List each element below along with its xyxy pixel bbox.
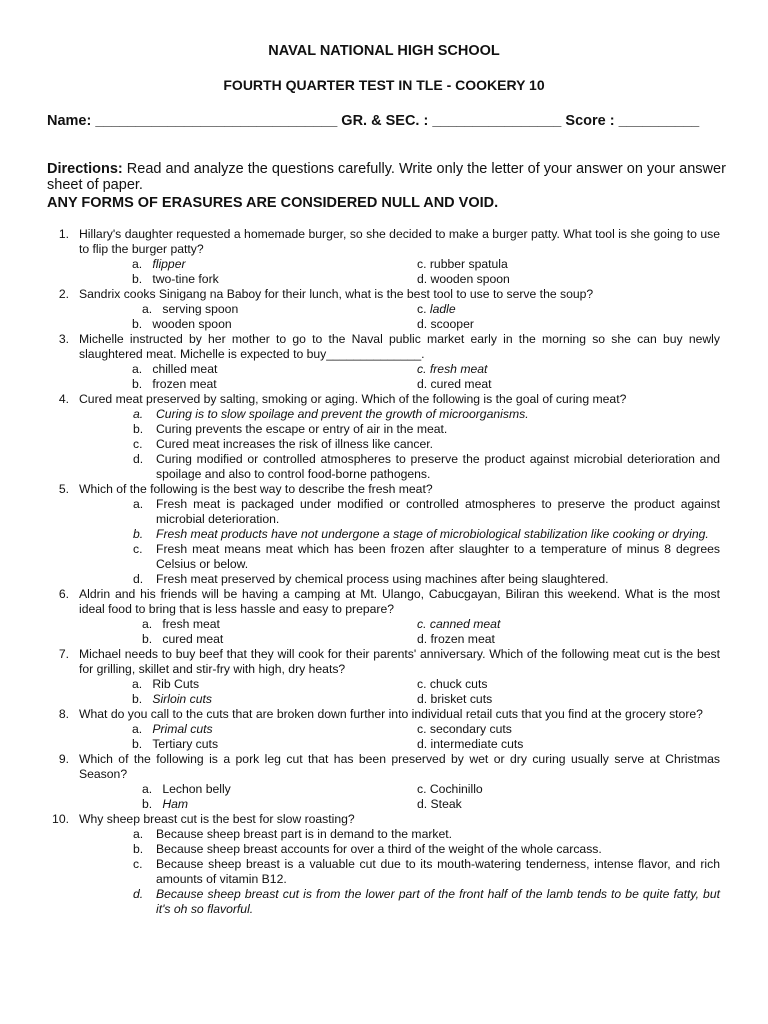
option-row: [47, 692, 720, 707]
option-a: [47, 497, 720, 527]
option-b: [132, 317, 232, 332]
question-stem: Sandrix cooks Sinigang na Baboy for their lunch, what is the best tool to use to serve the soup?: [79, 287, 594, 301]
option-text: Because sheep breast cut is from the lower part of the front half of the lamb tends to be quite fatty, but it's oh so flavorful.: [156, 887, 720, 916]
option-a: [132, 677, 199, 692]
question-10: [47, 812, 720, 827]
option-list: [47, 827, 720, 917]
option-text: Sirloin cuts: [152, 692, 212, 706]
option-text: serving spoon: [162, 302, 239, 316]
option-letter: c.: [133, 857, 143, 871]
test-title: FOURTH QUARTER TEST IN TLE - COOKERY 10: [223, 77, 545, 93]
option-text: wooden spoon: [152, 317, 232, 331]
option-c: c. chuck cuts: [417, 677, 488, 691]
option-d: [47, 452, 720, 482]
question-list: [47, 227, 720, 917]
option-row: [47, 677, 720, 692]
question-stem: Which of the following is the best way to describe the fresh meat?: [79, 482, 433, 496]
question-number: 5.: [58, 482, 69, 496]
option-row: [47, 737, 720, 752]
option-text: Fresh meat products have not undergone a stage of microbiological stabilization like cooking or drying.: [156, 527, 709, 541]
option-text: Rib Cuts: [152, 677, 200, 691]
option-letter: a.: [132, 257, 143, 271]
option-text: Because sheep breast part is in demand to the market.: [156, 827, 453, 841]
option-text: Ham: [162, 797, 189, 811]
erasure-warning: ANY FORMS OF ERASURES ARE CONSIDERED NULL AND VOID.: [47, 195, 499, 211]
option-letter: b.: [132, 317, 143, 331]
question-8: [47, 707, 720, 722]
question-stem: What do you call to the cuts that are broken down further into individual retail cuts that you find at the grocery store?: [79, 707, 703, 721]
question-9: [47, 752, 720, 782]
option-text: Curing modified or controlled atmospheres to preserve the product against microbial deterioration and spoilage and also to control food-borne pathogens.: [156, 452, 720, 481]
option-row: [47, 272, 720, 287]
option-letter: c.: [133, 542, 143, 556]
option-a: [47, 827, 720, 842]
option-row: [47, 362, 720, 377]
option-text: Cured meat increases the risk of illness like cancer.: [156, 437, 434, 451]
question-number: 7.: [58, 647, 69, 661]
option-text: frozen meat: [152, 377, 217, 391]
option-c: c. secondary cuts: [417, 722, 512, 736]
option-d: [47, 887, 720, 917]
option-c: [417, 302, 456, 317]
option-row: [47, 617, 720, 632]
question-stem: Michael needs to buy beef that they will cook for their parents' anniversary. Which of the following meat cut is the best for grilling, skillet and stir-fry with high, dry heats?: [79, 647, 720, 676]
question-number: 4.: [58, 392, 69, 406]
option-letter: b.: [132, 377, 143, 391]
option-letter: a.: [132, 722, 143, 736]
option-text: Because sheep breast is a valuable cut due to its mouth-watering tenderness, intense flavor, and rich amounts of vitamin B12.: [156, 857, 720, 886]
option-a: [47, 407, 720, 422]
option-text: Tertiary cuts: [152, 737, 219, 751]
option-letter: a.: [142, 302, 153, 316]
option-letter: b.: [133, 527, 144, 541]
option-row: [47, 632, 720, 647]
option-text: Fresh meat means meat which has been frozen after slaughter to a temperature of minus 8 degrees Celsius or below.: [156, 542, 720, 571]
option-letter: a.: [132, 362, 143, 376]
question-stem: Which of the following is a pork leg cut that has been preserved by wet or dry curing usually serve at Christmas Season?: [79, 752, 720, 781]
option-letter: a.: [132, 677, 143, 691]
option-letter: b.: [133, 422, 144, 436]
option-letter: b.: [132, 272, 143, 286]
question-1: [47, 227, 720, 257]
option-text: flipper: [152, 257, 186, 271]
option-list: [47, 497, 720, 587]
question-stem: Why sheep breast cut is the best for slow roasting?: [79, 812, 355, 826]
option-letter: d.: [133, 572, 144, 586]
option-text: fresh meat: [162, 617, 220, 631]
option-d: d. frozen meat: [417, 632, 495, 646]
option-text: chilled meat: [152, 362, 218, 376]
option-text: Because sheep breast accounts for over a third of the weight of the whole carcass.: [156, 842, 602, 856]
option-b: [132, 377, 217, 392]
option-row: [47, 317, 720, 332]
question-number: 6.: [58, 587, 69, 601]
option-text: cured meat: [162, 632, 224, 646]
question-number: 9.: [58, 752, 69, 766]
directions-text: Read and analyze the questions carefully. Write only the letter of your answer on your answer sheet of paper.: [47, 161, 726, 193]
option-c: c. rubber spatula: [417, 257, 508, 271]
question-stem: Cured meat preserved by salting, smoking or aging. Which of the following is the goal of curing meat?: [79, 392, 627, 406]
option-d: [47, 572, 720, 587]
question-stem: Aldrin and his friends will be having a camping at Mt. Ulango, Cabucgayan, Biliran this weekend. What is the most ideal food to bring that is less hassle and easy to prepare?: [79, 587, 720, 616]
option-text: Primal cuts: [152, 722, 213, 736]
option-letter: b.: [133, 842, 144, 856]
question-6: [47, 587, 720, 617]
question-number: 1.: [58, 227, 69, 241]
school-name: NAVAL NATIONAL HIGH SCHOOL: [268, 43, 500, 59]
option-d: d. scooper: [417, 317, 474, 331]
option-letter: a.: [142, 617, 153, 631]
option-text: ladle: [429, 302, 456, 316]
option-letter: b.: [132, 737, 143, 751]
question-number: 2.: [58, 287, 69, 301]
option-a: [142, 782, 231, 797]
option-letter: a.: [133, 407, 144, 421]
option-a: [142, 302, 238, 317]
directions-label: Directions:: [47, 161, 123, 177]
question-number: 10.: [52, 812, 69, 826]
option-text: Curing prevents the escape or entry of air in the meat.: [156, 422, 448, 436]
option-b: [142, 797, 188, 812]
option-letter: b.: [132, 692, 143, 706]
option-b: [132, 692, 212, 707]
option-letter: a.: [133, 827, 144, 841]
option-letter: b.: [142, 797, 153, 811]
question-2: [47, 287, 720, 302]
option-letter: b.: [142, 632, 153, 646]
option-c: c. fresh meat: [417, 362, 488, 376]
option-a: [132, 362, 217, 377]
option-b: [47, 842, 720, 857]
option-row: [47, 257, 720, 272]
option-d: d. cured meat: [417, 377, 492, 391]
question-3: [47, 332, 720, 362]
option-a: [132, 722, 213, 737]
name-grade-score-line: Name: ______________________________ GR. & SEC. : ________________ Score : __________: [47, 113, 700, 129]
option-a: [142, 617, 220, 632]
option-b: [47, 527, 720, 542]
option-c: [47, 857, 720, 887]
option-letter: a.: [133, 497, 144, 511]
question-stem: Michelle instructed by her mother to go to the Naval public market early in the morning so she can buy newly slaughtered meat. Michelle is expected to buy______________.: [79, 332, 720, 361]
question-7: [47, 647, 720, 677]
question-5: [47, 482, 720, 497]
option-b: [132, 272, 219, 287]
option-letter: c.: [417, 302, 427, 316]
option-d: d. wooden spoon: [417, 272, 510, 286]
question-4: [47, 392, 720, 407]
option-d: d. Steak: [417, 797, 462, 811]
option-text: two-tine fork: [152, 272, 219, 286]
option-c: [47, 542, 720, 572]
option-c: c. Cochinillo: [417, 782, 483, 796]
option-letter: d.: [133, 452, 144, 466]
question-number: 3.: [58, 332, 69, 346]
option-text: Curing is to slow spoilage and prevent the growth of microorganisms.: [156, 407, 529, 421]
option-row: [47, 782, 720, 797]
option-b: [132, 737, 218, 752]
option-text: Lechon belly: [162, 782, 231, 796]
option-d: d. intermediate cuts: [417, 737, 524, 751]
option-c: [47, 437, 720, 452]
option-row: [47, 377, 720, 392]
option-text: Fresh meat preserved by chemical process using machines after being slaughtered.: [156, 572, 609, 586]
question-number: 8.: [58, 707, 69, 721]
option-b: [47, 422, 720, 437]
option-text: Fresh meat is packaged under modified or controlled atmospheres to preserve the product against microbial deterioration.: [156, 497, 720, 526]
option-row: [47, 302, 720, 317]
option-letter: d.: [133, 887, 144, 901]
option-a: [132, 257, 186, 272]
option-c: c. canned meat: [417, 617, 501, 631]
option-letter: a.: [142, 782, 153, 796]
option-row: [47, 797, 720, 812]
option-row: [47, 722, 720, 737]
directions: [47, 161, 727, 193]
option-d: d. brisket cuts: [417, 692, 493, 706]
question-stem: Hillary's daughter requested a homemade burger, so she decided to make a burger patty. What tool is she going to use to flip the burger patty?: [79, 227, 720, 256]
option-b: [142, 632, 223, 647]
option-letter: c.: [133, 437, 143, 451]
option-list: [47, 407, 720, 482]
